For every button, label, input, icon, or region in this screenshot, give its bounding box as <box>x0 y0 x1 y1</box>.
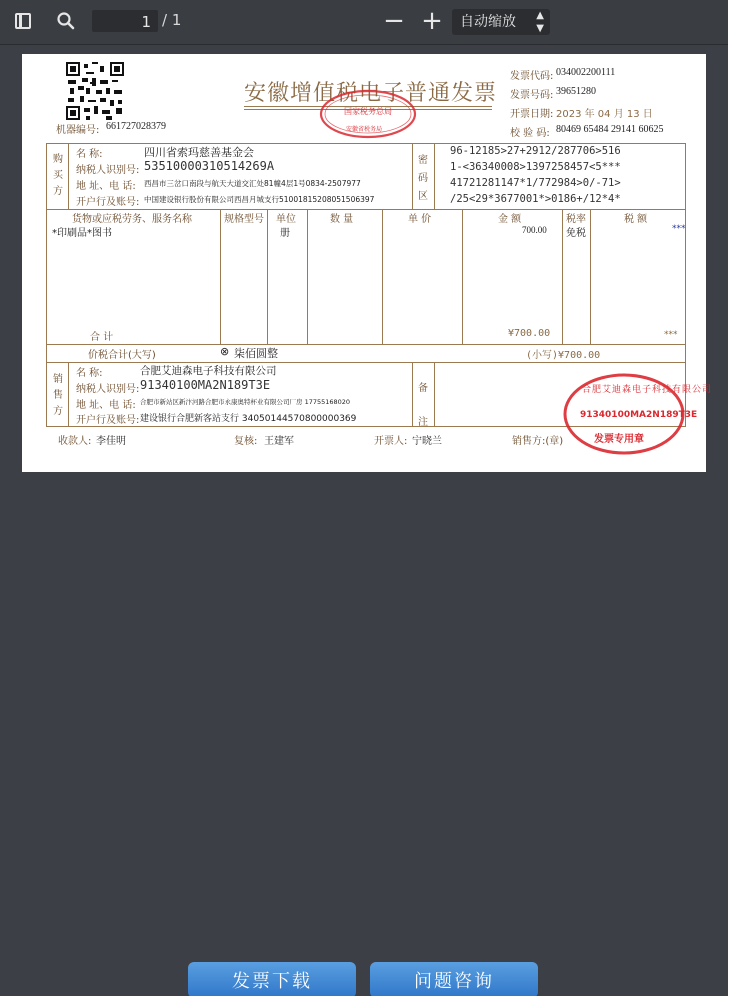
zoom-select-value: 自动缩放 <box>460 14 516 30</box>
zoom-out-button[interactable]: − <box>383 6 405 36</box>
check-label: 校 验 码: <box>510 128 550 139</box>
right-margin <box>728 0 750 1000</box>
machine-no-label: 机器编号: <box>56 125 100 136</box>
invoice-code: 034002200111 <box>556 67 616 78</box>
code-label: 发票代码: <box>510 71 554 82</box>
zoom-in-button[interactable]: + <box>421 6 443 36</box>
reviewer-label: 复核: <box>234 436 258 447</box>
price-total-label: 价税合计(大写) <box>88 350 156 361</box>
reviewer: 王建军 <box>264 436 294 447</box>
row-tax: *** <box>672 224 686 234</box>
page-number-input[interactable]: 1 <box>92 10 158 32</box>
seller-seal-label: 销售方:(章) <box>512 436 564 447</box>
consult-button[interactable]: 问题咨询 <box>370 962 538 998</box>
price-total-small: (小写)¥700.00 <box>526 350 601 361</box>
seller-side-label: 销 售 方 <box>53 374 63 417</box>
buyer-tax-label: 纳税人识别号: <box>76 165 140 176</box>
cipher-line-4: /25<29*3677001*>0186+/12*4* <box>450 193 621 205</box>
buyer-bank: 中国建设银行股份有限公司西昌月城支行51001815208051506397 <box>144 195 375 204</box>
row-item: *印刷品*图书 <box>52 228 112 239</box>
seller-bank-label: 开户行及账号: <box>76 415 140 426</box>
zoom-select[interactable] <box>452 9 550 35</box>
payee-label: 收款人: <box>58 436 92 447</box>
sidebar-toggle-icon[interactable] <box>12 8 34 34</box>
total-tax: *** <box>664 330 678 340</box>
invoice-date: 2023 年 04 月 13 日 <box>556 109 653 120</box>
seller-stamp-top: 合肥艾迪森电子科技有限公司 <box>582 385 713 395</box>
buyer-addr-label: 地 址、电 话: <box>76 181 136 192</box>
search-icon[interactable] <box>54 8 78 34</box>
header-spec: 规格型号 <box>224 214 264 225</box>
seller-address: 合肥市新站区新汴河路合肥市永康奥特杯业有限公司厂房 17755168020 <box>140 398 351 406</box>
total-amount: ¥700.00 <box>508 328 551 339</box>
remark-side-label: 备 注 <box>418 383 428 428</box>
seller-name-label: 名 称: <box>76 368 103 379</box>
viewer-toolbar <box>0 0 728 45</box>
page-total: / 1 <box>162 11 182 29</box>
cipher-side-label: 密 码 区 <box>418 155 428 202</box>
buyer-name-label: 名 称: <box>76 149 103 160</box>
row-rate: 免税 <box>566 228 586 239</box>
header-amount: 金 额 <box>498 214 522 225</box>
row-amount: 700.00 <box>522 225 547 235</box>
invoice-number: 39651280 <box>556 86 596 97</box>
download-invoice-button[interactable]: 发票下载 <box>188 962 356 998</box>
cipher-line-2: 1-<36340008>1397258457<5*** <box>450 161 621 173</box>
drawer: 宁晓兰 <box>412 436 442 447</box>
invoice-title: 安徽增值税电子普通发票 <box>244 81 498 106</box>
number-label: 发票号码: <box>510 90 554 101</box>
buyer-tax-id: 53510000310514269A <box>144 159 275 173</box>
chevron-updown-icon: ▲ ▼ <box>536 10 544 34</box>
seller-tax-label: 纳税人识别号: <box>76 384 140 395</box>
buyer-bank-label: 开户行及账号: <box>76 197 140 208</box>
circle-x-icon: ⊗ <box>220 345 230 358</box>
drawer-label: 开票人: <box>374 436 408 447</box>
seller-name: 合肥艾迪森电子科技有限公司 <box>140 365 277 377</box>
tax-stamp-sub: 安徽省税务局 <box>346 126 383 133</box>
bottom-action-bar <box>0 948 728 1000</box>
bottom-edge <box>0 996 750 1000</box>
qr-code <box>66 62 124 120</box>
header-rate: 税率 <box>566 214 586 225</box>
total-label: 合 计 <box>90 332 114 343</box>
row-unit: 册 <box>280 228 290 239</box>
seller-stamp-bottom: 发票专用章 <box>594 434 644 445</box>
buyer-side-label: 购 买 方 <box>53 154 63 197</box>
invoice-page <box>22 54 713 472</box>
buyer-address: 西昌市三岔口南段与航天大道交汇处81幢4层1号0834-2507977 <box>144 179 361 188</box>
seller-bank: 建设银行合肥新客站支行 34050144570800000369 <box>140 414 357 424</box>
payee: 李佳明 <box>96 436 126 447</box>
header-tax: 税 额 <box>624 214 648 225</box>
seller-tax-id: 91340100MA2N189T3E <box>140 378 271 392</box>
tax-stamp-text: 国家税务总局 <box>344 107 392 116</box>
seller-addr-label: 地 址、电 话: <box>76 400 136 411</box>
header-unit: 单位 <box>276 214 296 225</box>
header-item: 货物或应税劳务、服务名称 <box>72 214 192 225</box>
buyer-name: 四川省索玛慈善基金会 <box>144 146 254 159</box>
check-code: 80469 65484 29141 60625 <box>556 124 664 135</box>
header-qty: 数 量 <box>330 214 354 225</box>
price-total-words: 柒佰圆整 <box>234 347 278 360</box>
machine-no: 661727028379 <box>106 121 166 132</box>
date-label: 开票日期: <box>510 109 554 120</box>
cipher-line-1: 96-12185>27+2912/287706>516 <box>450 145 621 157</box>
header-price: 单 价 <box>408 214 432 225</box>
cipher-line-3: 41721281147*1/772984>0/-71> <box>450 177 621 189</box>
seller-stamp-id: 91340100MA2N189T3E <box>580 410 698 420</box>
